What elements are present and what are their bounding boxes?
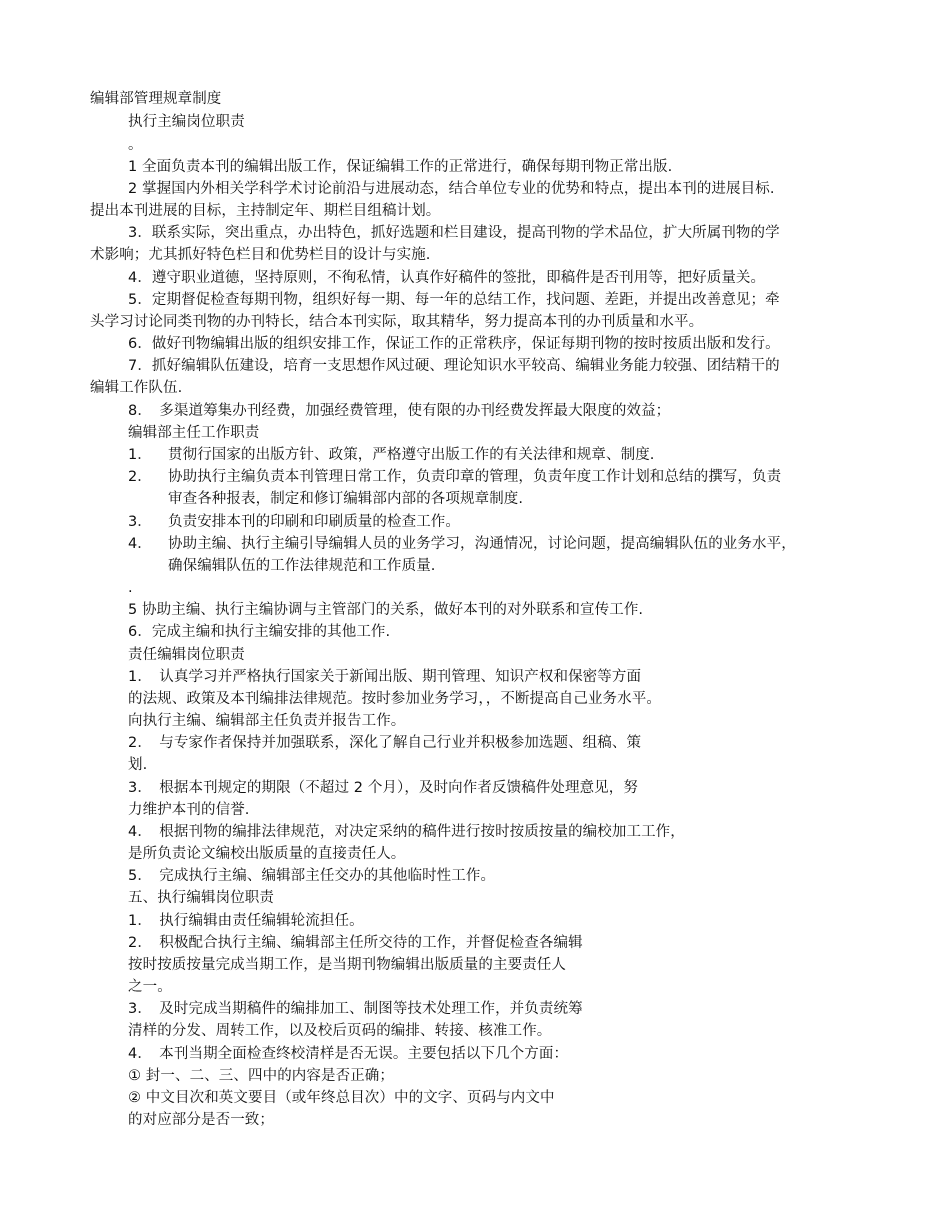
- list-number: 2．: [128, 469, 152, 485]
- document-title: 编辑部管理规章制度: [90, 91, 222, 107]
- paragraph-line: 头学习讨论同类刊物的办刊特长，结合本刊实际，取其精华，努力提高本刊的办刊质量和水平。: [90, 314, 704, 330]
- paragraph-line: ② 中文目次和英文要目（或年终总目次）中的文字、页码与内文中: [128, 1090, 555, 1106]
- paragraph-line: 2 掌握国内外相关学科学术讨论前沿与进展动态，结合单位专业的优势和特点，提出本刊的进展目标.: [128, 181, 775, 197]
- list-item: 负责安排本刊的印刷和印刷质量的检查工作。: [168, 514, 460, 530]
- paragraph-line: 5 协助主编、执行主编协调与主管部门的关系，做好本刊的对外联系和宣传工作.: [128, 602, 644, 618]
- paragraph-line: 。: [128, 137, 143, 153]
- paragraph-line: 6．做好刊物编辑出版的组织安排工作，保证工作的正常秩序，保证每期刊物的按时按质出版和发行。: [128, 336, 780, 352]
- paragraph-line: 划.: [128, 757, 148, 773]
- paragraph-line: 1． 认真学习并严格执行国家关于新闻出版、期刊管理、知识产权和保密等方面: [128, 669, 642, 685]
- paragraph-line: 5．定期督促检查每期刊物，组织好每一期、每一年的总结工作，找问题、差距，并提出改善意见；牵: [128, 292, 780, 308]
- paragraph-line: 6．完成主编和执行主编安排的其他工作.: [128, 624, 391, 640]
- list-item: 协助执行主编负责本刊管理日常工作，负责印章的管理，负责年度工作计划和总结的撰写，负责: [168, 469, 782, 485]
- paragraph-line: 1． 执行编辑由责任编辑轮流担任。: [128, 913, 364, 929]
- paragraph-line: 8． 多渠道筹集办刊经费，加强经费管理，使有限的办刊经费发挥最大限度的效益；: [128, 403, 671, 419]
- paragraph-line: 术影响；尤其抓好特色栏目和优势栏目的设计与实施.: [90, 247, 431, 263]
- list-number: 3．: [128, 514, 152, 530]
- paragraph-line: 的法规、政策及本刊编排法律规范。按时参加业务学习，，不断提高自己业务水平。: [128, 691, 661, 707]
- paragraph-line: 2． 与专家作者保持并加强联系，深化了解自己行业并积极参加选题、组稿、策: [128, 735, 642, 751]
- paragraph-line: 按时按质按量完成当期工作，是当期刊物编辑出版质量的主要责任人: [128, 957, 566, 973]
- list-item: 协助主编、执行主编引导编辑人员的业务学习，沟通情况，讨论问题，提高编辑队伍的业务水平，: [168, 536, 796, 552]
- section-heading: 执行主编岗位职责: [128, 114, 245, 130]
- paragraph-line: 7．抓好编辑队伍建设，培育一支思想作风过硬、理论知识水平较高、编辑业务能力较强、团结精干的: [128, 358, 780, 374]
- paragraph-line: 1 全面负责本刊的编辑出版工作，保证编辑工作的正常进行，确保每期刊物正常出版.: [128, 159, 673, 175]
- paragraph-line: 清样的分发、周转工作，以及校后页码的编排、转接、核准工作。: [128, 1023, 552, 1039]
- section-heading: 五、执行编辑岗位职责: [128, 890, 274, 906]
- paragraph-line: 3． 及时完成当期稿件的编排加工、制图等技术处理工作，并负责统筹: [128, 1001, 583, 1017]
- paragraph-line: 向执行主编、编辑部主任负责并报告工作。: [128, 713, 406, 729]
- paragraph-line: 4． 根据刊物的编排法律规范，对决定采纳的稿件进行按时按质按量的编校加工工作，: [128, 824, 685, 840]
- section-heading: 责任编辑岗位职责: [128, 647, 245, 663]
- paragraph-line: 力维护本刊的信誉.: [128, 802, 250, 818]
- paragraph-line: 4． 本刊当期全面检查终校清样是否无误。主要包括以下几个方面：: [128, 1046, 569, 1062]
- paragraph-line: 4．遵守职业道德，坚持原则，不徇私情，认真作好稿件的签批，即稿件是否刊用等，把好质量关。: [128, 270, 766, 286]
- list-item: 确保编辑队伍的工作法律规范和工作质量.: [168, 558, 436, 574]
- paragraph-line: 的对应部分是否一致；: [128, 1112, 274, 1128]
- paragraph-line: 2． 积极配合执行主编、编辑部主任所交待的工作，并督促检查各编辑: [128, 935, 583, 951]
- list-item: 审查各种报表，制定和修订编辑部内部的各项规章制度.: [168, 491, 524, 507]
- paragraph-line: 是所负责论文编校出版质量的直接责任人。: [128, 846, 406, 862]
- paragraph-line: 3． 根据本刊规定的期限（不超过 2 个月），及时向作者反馈稿件处理意见，努: [128, 780, 638, 796]
- section-heading: 编辑部主任工作职责: [128, 425, 260, 441]
- paragraph-line: 提出本刊进展的目标，主持制定年、期栏目组稿计划。: [90, 203, 441, 219]
- paragraph-line: 之一。: [128, 979, 172, 995]
- list-number: 1．: [128, 447, 152, 463]
- list-number: 4．: [128, 536, 152, 552]
- paragraph-line: .: [128, 580, 133, 596]
- paragraph-line: ① 封一、二、三、四中的内容是否正确；: [128, 1068, 395, 1084]
- list-item: 贯彻行国家的出版方针、政策，严格遵守出版工作的有关法律和规章、制度.: [168, 447, 655, 463]
- paragraph-line: 3．联系实际，突出重点，办出特色，抓好选题和栏目建设，提高刊物的学术品位，扩大所属刊物的学: [128, 225, 780, 241]
- paragraph-line: 编辑工作队伍.: [90, 380, 183, 396]
- paragraph-line: 5． 完成执行主编、编辑部主任交办的其他临时性工作。: [128, 868, 496, 884]
